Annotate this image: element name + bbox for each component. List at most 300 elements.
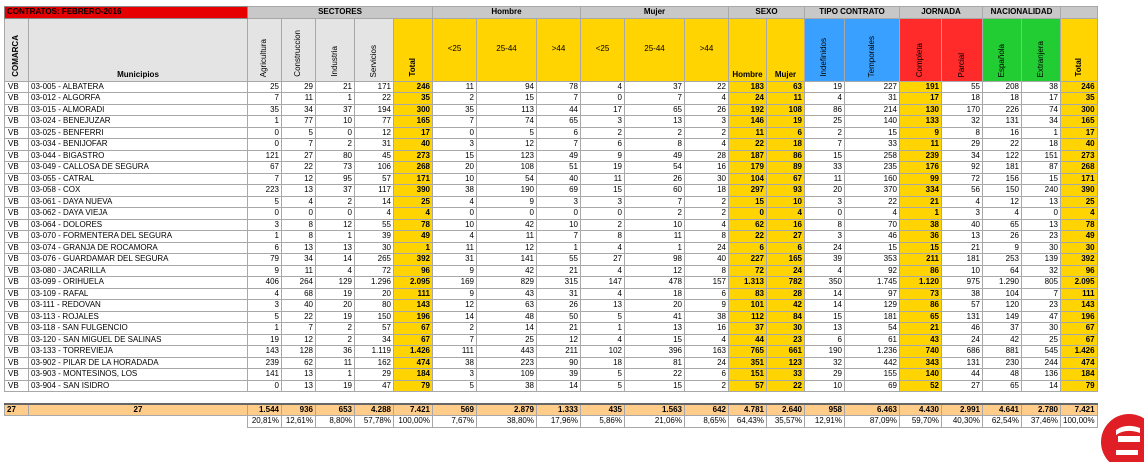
percent-total-sectores: 100,00%	[394, 416, 433, 428]
cell-mujer-lt25: 6	[581, 139, 625, 151]
header-mujer-lt25: <25	[581, 18, 625, 81]
cell-parcial: 34	[942, 150, 983, 162]
cell-mujer-gt44: 24	[685, 357, 729, 369]
cell-mujer-25-44: 41	[625, 311, 685, 323]
cell-hombre-gt44: 78	[537, 81, 581, 93]
cell-comarca: VB	[5, 81, 29, 93]
cell-comarca: VB	[5, 288, 29, 300]
cell-hombre-25-44: 190	[477, 185, 537, 197]
cell-mujer-lt25: 17	[581, 104, 625, 116]
cell-hombre-gt44: 12	[537, 334, 581, 346]
cell-parcial: 131	[942, 311, 983, 323]
cell-construccion: 13	[282, 185, 316, 197]
table-row	[5, 300, 1098, 312]
cell-hombre-lt25: 38	[433, 357, 477, 369]
cell-agricultura: 0	[248, 139, 282, 151]
cell-agricultura: 141	[248, 369, 282, 381]
cell-hombre-25-44: 109	[477, 369, 537, 381]
cell-hombre-lt25: 5	[433, 380, 477, 392]
cell-mujer-gt44: 16	[685, 162, 729, 174]
cell-hombre-lt25: 14	[433, 311, 477, 323]
cell-total-sectores: 67	[394, 323, 433, 335]
cell-temporales: 1.745	[845, 277, 900, 289]
cell-temporales: 129	[845, 300, 900, 312]
table-row	[5, 81, 1098, 93]
cell-mujer-25-44: 81	[625, 357, 685, 369]
cell-total: 390	[1061, 185, 1098, 197]
cell-comarca: VB	[5, 300, 29, 312]
cell-agricultura: 0	[248, 208, 282, 220]
cell-total-sectores: 79	[394, 380, 433, 392]
cell-sexo-mujer: 23	[767, 334, 805, 346]
cell-comarca: VB	[5, 116, 29, 128]
group-tipo-contrato: TIPO CONTRATO	[805, 7, 900, 19]
cell-parcial: 57	[942, 300, 983, 312]
total-hombre-25-44: 2.879	[477, 404, 537, 416]
cell-temporales: 31	[845, 93, 900, 105]
cell-hombre-gt44: 69	[537, 185, 581, 197]
cell-municipio: 03-133 - TORREVIEJA	[29, 346, 248, 358]
cell-sexo-hombre: 101	[729, 300, 767, 312]
cell-industria: 10	[316, 116, 355, 128]
cell-temporales: 235	[845, 162, 900, 174]
header-sexo-hombre: Hombre	[729, 18, 767, 81]
cell-indefinidos: 0	[805, 208, 845, 220]
cell-hombre-25-44: 9	[477, 196, 537, 208]
cell-agricultura: 143	[248, 346, 282, 358]
cell-parcial: 21	[942, 242, 983, 254]
cell-hombre-lt25: 7	[433, 334, 477, 346]
cell-industria: 73	[316, 162, 355, 174]
cell-extranjera: 244	[1022, 357, 1061, 369]
cell-parcial: 686	[942, 346, 983, 358]
cell-hombre-25-44: 11	[477, 231, 537, 243]
cell-espanola: 37	[983, 323, 1022, 335]
cell-sexo-mujer: 42	[767, 300, 805, 312]
table-row	[5, 288, 1098, 300]
cell-total-sectores: 474	[394, 357, 433, 369]
cell-hombre-lt25: 111	[433, 346, 477, 358]
cell-parcial: 92	[942, 162, 983, 174]
table-row	[5, 311, 1098, 323]
cell-extranjera: 13	[1022, 219, 1061, 231]
cell-total-sectores: 96	[394, 265, 433, 277]
cell-mujer-lt25: 0	[581, 208, 625, 220]
cell-construccion: 8	[282, 219, 316, 231]
cell-parcial: 4	[942, 196, 983, 208]
cell-total: 273	[1061, 150, 1098, 162]
cell-servicios: 45	[355, 150, 394, 162]
cell-hombre-lt25: 4	[433, 231, 477, 243]
total-agricultura: 1.544	[248, 404, 282, 416]
cell-sexo-mujer: 30	[767, 323, 805, 335]
cell-parcial: 55	[942, 81, 983, 93]
cell-temporales: 15	[845, 127, 900, 139]
cell-municipio: 03-049 - CALLOSA DE SEGURA	[29, 162, 248, 174]
cell-parcial: 170	[942, 104, 983, 116]
cell-hombre-gt44: 7	[537, 139, 581, 151]
cell-mujer-gt44: 3	[685, 116, 729, 128]
table-row	[5, 185, 1098, 197]
cell-total: 67	[1061, 334, 1098, 346]
cell-completa: 740	[900, 346, 942, 358]
cell-mujer-lt25: 3	[581, 196, 625, 208]
header-servicios: Servicios	[355, 18, 394, 81]
cell-sexo-hombre: 183	[729, 81, 767, 93]
cell-hombre-25-44: 54	[477, 173, 537, 185]
total-completa: 4.430	[900, 404, 942, 416]
cell-extranjera: 32	[1022, 265, 1061, 277]
table-row	[5, 139, 1098, 151]
cell-completa: 15	[900, 242, 942, 254]
cell-sexo-mujer: 86	[767, 150, 805, 162]
cell-mujer-lt25: 15	[581, 185, 625, 197]
cell-construccion: 4	[282, 196, 316, 208]
cell-mujer-lt25: 0	[581, 93, 625, 105]
cell-sexo-mujer: 4	[767, 208, 805, 220]
cell-mujer-25-44: 49	[625, 150, 685, 162]
cell-agricultura: 406	[248, 277, 282, 289]
cell-espanola: 181	[983, 162, 1022, 174]
cell-espanola: 22	[983, 139, 1022, 151]
cell-mujer-lt25: 102	[581, 346, 625, 358]
cell-completa: 1.120	[900, 277, 942, 289]
cell-industria: 19	[316, 311, 355, 323]
percent-construccion: 12,61%	[282, 416, 316, 428]
cell-total-sectores: 111	[394, 288, 433, 300]
cell-comarca: VB	[5, 173, 29, 185]
cell-hombre-lt25: 35	[433, 104, 477, 116]
cell-sexo-mujer: 22	[767, 380, 805, 392]
cell-hombre-lt25: 3	[433, 369, 477, 381]
percent-hombre-25-44: 38,80%	[477, 416, 537, 428]
cell-hombre-25-44: 223	[477, 357, 537, 369]
cell-completa: 9	[900, 127, 942, 139]
cell-indefinidos: 14	[805, 300, 845, 312]
cell-sexo-hombre: 72	[729, 265, 767, 277]
cell-industria: 21	[316, 81, 355, 93]
cell-mujer-25-44: 18	[625, 288, 685, 300]
cell-construccion: 29	[282, 81, 316, 93]
cell-municipio: 03-904 - SAN ISIDRO	[29, 380, 248, 392]
group-sectores: SECTORES	[248, 7, 433, 19]
cell-extranjera: 25	[1022, 334, 1061, 346]
cell-hombre-25-44: 38	[477, 380, 537, 392]
cell-mujer-25-44: 12	[625, 265, 685, 277]
cell-total: 143	[1061, 300, 1098, 312]
cell-indefinidos: 25	[805, 116, 845, 128]
cell-servicios: 4	[355, 208, 394, 220]
cell-total-sectores: 1.426	[394, 346, 433, 358]
cell-total: 171	[1061, 173, 1098, 185]
cell-indefinidos: 4	[805, 93, 845, 105]
cell-construccion: 8	[282, 231, 316, 243]
cell-mujer-lt25: 4	[581, 334, 625, 346]
cell-total-sectores: 143	[394, 300, 433, 312]
percent-sexo-hombre: 64,43%	[729, 416, 767, 428]
cell-extranjera: 805	[1022, 277, 1061, 289]
cell-sexo-hombre: 22	[729, 231, 767, 243]
cell-hombre-lt25: 11	[433, 81, 477, 93]
cell-industria: 19	[316, 288, 355, 300]
cell-sexo-mujer: 33	[767, 369, 805, 381]
cell-industria: 19	[316, 380, 355, 392]
cell-extranjera: 139	[1022, 254, 1061, 266]
cell-servicios: 77	[355, 116, 394, 128]
cell-total-sectores: 40	[394, 139, 433, 151]
percent-parcial: 40,30%	[942, 416, 983, 428]
cell-comarca: VB	[5, 231, 29, 243]
cell-sexo-mujer: 67	[767, 173, 805, 185]
group-jornada: JORNADA	[900, 7, 983, 19]
cell-espanola: 48	[983, 369, 1022, 381]
cell-construccion: 62	[282, 357, 316, 369]
cell-hombre-gt44: 40	[537, 173, 581, 185]
cell-servicios: 29	[355, 369, 394, 381]
cell-extranjera: 18	[1022, 139, 1061, 151]
cell-hombre-lt25: 0	[433, 127, 477, 139]
cell-agricultura: 5	[248, 311, 282, 323]
cell-construccion: 7	[282, 139, 316, 151]
cell-municipio: 03-109 - RAFAL	[29, 288, 248, 300]
cell-servicios: 106	[355, 162, 394, 174]
cell-indefinidos: 7	[805, 139, 845, 151]
cell-mujer-25-44: 26	[625, 173, 685, 185]
cell-industria: 0	[316, 208, 355, 220]
cell-sexo-mujer: 782	[767, 277, 805, 289]
cell-sexo-mujer: 93	[767, 185, 805, 197]
cell-extranjera: 136	[1022, 369, 1061, 381]
cell-hombre-gt44: 7	[537, 93, 581, 105]
cell-completa: 239	[900, 150, 942, 162]
cell-construccion: 27	[282, 150, 316, 162]
cell-completa: 343	[900, 357, 942, 369]
cell-agricultura: 121	[248, 150, 282, 162]
cell-servicios: 14	[355, 196, 394, 208]
cell-indefinidos: 4	[805, 265, 845, 277]
cell-mujer-gt44: 4	[685, 219, 729, 231]
cell-espanola: 208	[983, 81, 1022, 93]
percent-completa: 59,70%	[900, 416, 942, 428]
cell-temporales: 69	[845, 380, 900, 392]
cell-indefinidos: 15	[805, 311, 845, 323]
cell-extranjera: 38	[1022, 81, 1061, 93]
cell-agricultura: 223	[248, 185, 282, 197]
cell-parcial: 18	[942, 93, 983, 105]
table-row	[5, 231, 1098, 243]
cell-municipio: 03-903 - MONTESINOS, LOS	[29, 369, 248, 381]
cell-total: 300	[1061, 104, 1098, 116]
header-total-sectores: Total	[394, 18, 433, 81]
cell-total-sectores: 196	[394, 311, 433, 323]
cell-servicios: 117	[355, 185, 394, 197]
cell-mujer-lt25: 11	[581, 173, 625, 185]
cell-hombre-gt44: 3	[537, 196, 581, 208]
cell-espanola: 16	[983, 127, 1022, 139]
cell-parcial: 72	[942, 173, 983, 185]
cell-parcial: 27	[942, 380, 983, 392]
cell-comarca: VB	[5, 265, 29, 277]
cell-industria: 12	[316, 219, 355, 231]
cell-construccion: 68	[282, 288, 316, 300]
cell-servicios: 34	[355, 334, 394, 346]
cell-parcial: 44	[942, 369, 983, 381]
cell-hombre-gt44: 0	[537, 208, 581, 220]
cell-espanola: 104	[983, 288, 1022, 300]
cell-hombre-lt25: 15	[433, 150, 477, 162]
cell-mujer-lt25: 1	[581, 323, 625, 335]
cell-municipio: 03-012 - ALGORFA	[29, 93, 248, 105]
cell-hombre-25-44: 141	[477, 254, 537, 266]
cell-total: 111	[1061, 288, 1098, 300]
table-row	[5, 162, 1098, 174]
header-completa: Completa	[900, 18, 942, 81]
header-agricultura: Agricultura	[248, 18, 282, 81]
cell-indefinidos: 32	[805, 357, 845, 369]
cell-agricultura: 25	[248, 81, 282, 93]
cell-extranjera: 17	[1022, 93, 1061, 105]
cell-indefinidos: 14	[805, 288, 845, 300]
cell-comarca: VB	[5, 219, 29, 231]
header-indefinidos: Indefinidos	[805, 18, 845, 81]
cell-extranjera: 1	[1022, 127, 1061, 139]
cell-industria: 20	[316, 300, 355, 312]
cell-municipio: 03-062 - DAYA VIEJA	[29, 208, 248, 220]
cell-construccion: 11	[282, 265, 316, 277]
cell-agricultura: 239	[248, 357, 282, 369]
cell-completa: 99	[900, 173, 942, 185]
cell-indefinidos: 24	[805, 242, 845, 254]
cell-hombre-25-44: 829	[477, 277, 537, 289]
cell-comarca: VB	[5, 334, 29, 346]
cell-total-sectores: 67	[394, 334, 433, 346]
cell-municipio: 03-099 - ORIHUELA	[29, 277, 248, 289]
cell-hombre-lt25: 10	[433, 173, 477, 185]
total-construccion: 936	[282, 404, 316, 416]
cell-comarca: VB	[5, 104, 29, 116]
cell-parcial: 40	[942, 219, 983, 231]
cell-sexo-hombre: 57	[729, 380, 767, 392]
cell-sexo-mujer: 89	[767, 162, 805, 174]
table-row	[5, 173, 1098, 185]
cell-espanola: 230	[983, 357, 1022, 369]
cell-mujer-lt25: 18	[581, 357, 625, 369]
cell-servicios: 1.119	[355, 346, 394, 358]
cell-municipio: 03-118 - SAN FULGENCIO	[29, 323, 248, 335]
cell-temporales: 54	[845, 323, 900, 335]
header-construccion: Construccion	[282, 18, 316, 81]
cell-total-sectores: 300	[394, 104, 433, 116]
cell-industria: 4	[316, 265, 355, 277]
table-row	[5, 242, 1098, 254]
cell-total: 196	[1061, 311, 1098, 323]
cell-hombre-25-44: 12	[477, 139, 537, 151]
cell-completa: 38	[900, 219, 942, 231]
cell-hombre-25-44: 123	[477, 150, 537, 162]
cell-construccion: 13	[282, 369, 316, 381]
cell-indefinidos: 13	[805, 323, 845, 335]
cell-servicios: 265	[355, 254, 394, 266]
cell-construccion: 0	[282, 208, 316, 220]
cell-total: 4	[1061, 208, 1098, 220]
report-title: CONTRATOS: FEBRERO-2016	[5, 7, 248, 19]
cell-temporales: 97	[845, 288, 900, 300]
cell-total: 392	[1061, 254, 1098, 266]
cell-hombre-gt44: 90	[537, 357, 581, 369]
total-mujer-25-44: 1.563	[625, 404, 685, 416]
cell-municipio: 03-044 - BIGASTRO	[29, 150, 248, 162]
cell-mujer-lt25: 5	[581, 380, 625, 392]
cell-indefinidos: 2	[805, 127, 845, 139]
cell-servicios: 1.296	[355, 277, 394, 289]
cell-hombre-lt25: 10	[433, 219, 477, 231]
cell-temporales: 227	[845, 81, 900, 93]
cell-mujer-lt25: 5	[581, 369, 625, 381]
cell-indefinidos: 29	[805, 369, 845, 381]
cell-servicios: 57	[355, 323, 394, 335]
table-row	[5, 104, 1098, 116]
cell-completa: 17	[900, 93, 942, 105]
cell-municipio: 03-070 - FORMENTERA DEL SEGURA	[29, 231, 248, 243]
cell-sexo-mujer: 18	[767, 139, 805, 151]
cell-agricultura: 0	[248, 380, 282, 392]
cell-extranjera: 13	[1022, 196, 1061, 208]
cell-total-sectores: 17	[394, 127, 433, 139]
cell-municipio: 03-055 - CATRAL	[29, 173, 248, 185]
cell-total-sectores: 184	[394, 369, 433, 381]
cell-mujer-25-44: 54	[625, 162, 685, 174]
cell-mujer-25-44: 7	[625, 196, 685, 208]
cell-hombre-gt44: 65	[537, 116, 581, 128]
cell-servicios: 22	[355, 93, 394, 105]
total-comarca: 27	[5, 404, 29, 416]
cell-temporales: 61	[845, 334, 900, 346]
total-total-sectores: 7.421	[394, 404, 433, 416]
contracts-table	[4, 6, 1098, 428]
cell-hombre-lt25: 38	[433, 185, 477, 197]
cell-sexo-hombre: 765	[729, 346, 767, 358]
percent-mujer-lt25: 5,86%	[581, 416, 625, 428]
table-row	[5, 93, 1098, 105]
total-total: 7.421	[1061, 404, 1098, 416]
cell-hombre-lt25: 12	[433, 300, 477, 312]
cell-mujer-lt25: 13	[581, 300, 625, 312]
cell-sexo-mujer: 63	[767, 81, 805, 93]
cell-construccion: 264	[282, 277, 316, 289]
cell-temporales: 160	[845, 173, 900, 185]
cell-temporales: 370	[845, 185, 900, 197]
cell-agricultura: 1	[248, 323, 282, 335]
cell-servicios: 57	[355, 173, 394, 185]
percentages-row	[5, 416, 1098, 428]
cell-comarca: VB	[5, 369, 29, 381]
cell-sexo-mujer: 28	[767, 288, 805, 300]
cell-agricultura: 19	[248, 334, 282, 346]
cell-temporales: 15	[845, 242, 900, 254]
cell-servicios: 55	[355, 219, 394, 231]
cell-total-sectores: 4	[394, 208, 433, 220]
cell-comarca: VB	[5, 357, 29, 369]
cell-total: 30	[1061, 242, 1098, 254]
cell-completa: 43	[900, 334, 942, 346]
cell-sexo-mujer: 10	[767, 196, 805, 208]
cell-industria: 13	[316, 242, 355, 254]
cell-construccion: 40	[282, 300, 316, 312]
cell-hombre-lt25: 7	[433, 116, 477, 128]
cell-mujer-gt44: 22	[685, 81, 729, 93]
group-blank	[1061, 7, 1098, 19]
cell-temporales: 22	[845, 196, 900, 208]
